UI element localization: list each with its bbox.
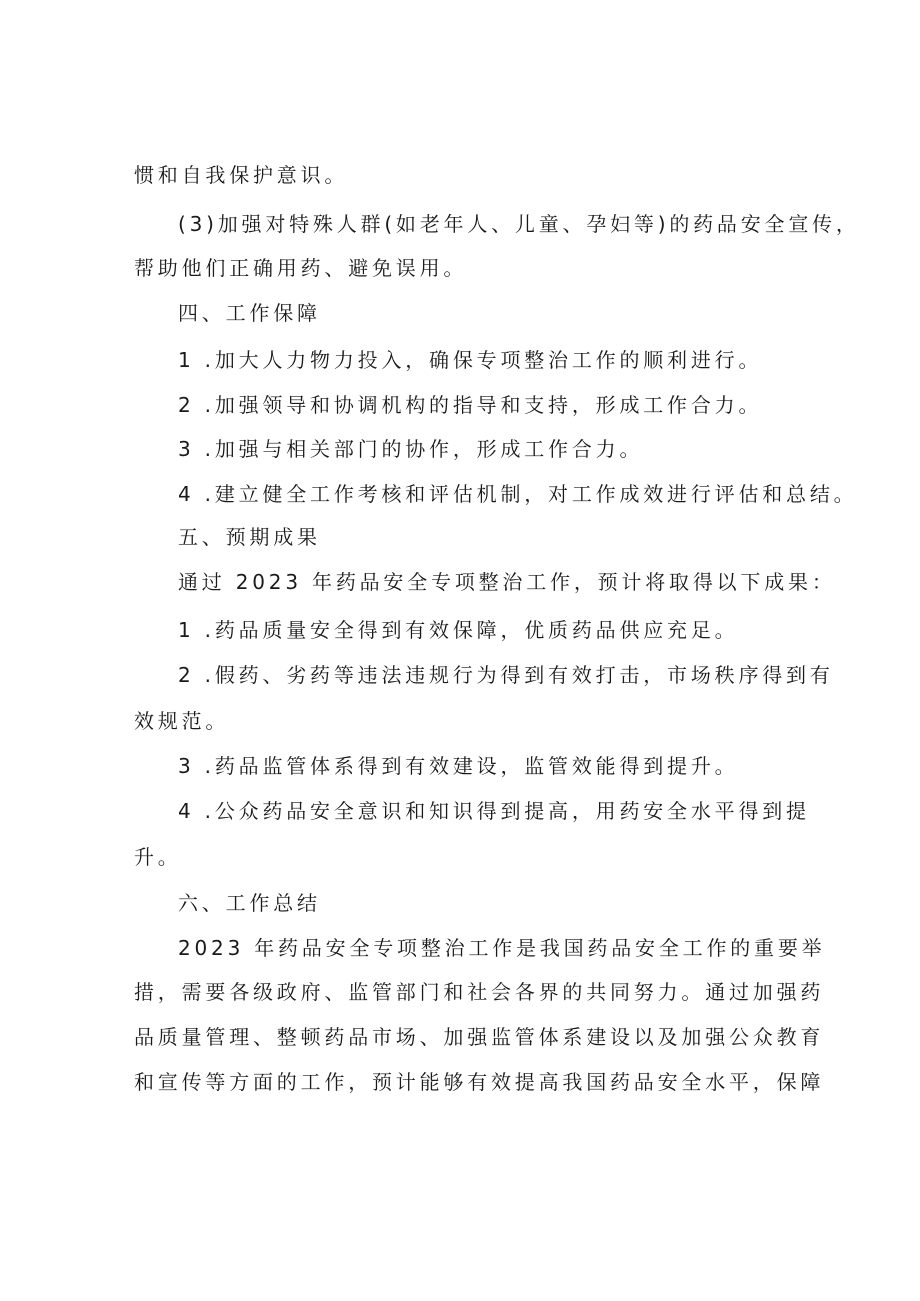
paragraph-line: 升。: [134, 845, 182, 869]
paragraph-line: 和宣传等方面的工作，预计能够有效提高我国药品安全水平，保障: [134, 1070, 825, 1094]
list-item: 1 .药品质量安全得到有效保障，优质药品供应充足。: [178, 618, 739, 642]
paragraph-line: 效规范。: [134, 709, 230, 733]
list-item: 4 .建立健全工作考核和评估机制，对工作成效进行评估和总结。: [178, 482, 858, 506]
list-item: 3 .加强与相关部门的协作，形成工作合力。: [178, 437, 644, 461]
list-item: 3 .药品监管体系得到有效建设，监管效能得到提升。: [178, 754, 739, 778]
list-item: 2 .假药、劣药等违法违规行为得到有效打击，市场秩序得到有: [178, 663, 834, 687]
paragraph-line: 通过 2023 年药品安全专项整治工作，预计将取得以下成果：: [178, 570, 836, 594]
list-item: 2 .加强领导和协调机构的指导和支持，形成工作合力。: [178, 393, 763, 417]
paragraph-line: (3)加强对特殊人群(如老年人、儿童、孕妇等)的药品安全宣传，: [178, 212, 860, 236]
section-heading: 五、预期成果: [178, 525, 321, 549]
section-heading: 六、工作总结: [178, 891, 321, 915]
section-heading: 四、工作保障: [178, 301, 321, 325]
paragraph-line: 品质量管理、整顿药品市场、加强监管体系建设以及加强公众教育: [134, 1025, 825, 1049]
paragraph-line: 帮助他们正确用药、避免误用。: [134, 256, 468, 280]
paragraph-line: 2023 年药品安全专项整治工作是我国药品安全工作的重要举: [178, 936, 826, 960]
paragraph-line: 措，需要各级政府、监管部门和社会各界的共同努力。通过加强药: [134, 980, 825, 1004]
paragraph-line: 惯和自我保护意识。: [134, 163, 349, 187]
list-item: 4 .公众药品安全意识和知识得到提高，用药安全水平得到提: [178, 799, 810, 823]
list-item: 1 .加大人力物力投入，确保专项整治工作的顺利进行。: [178, 348, 763, 372]
